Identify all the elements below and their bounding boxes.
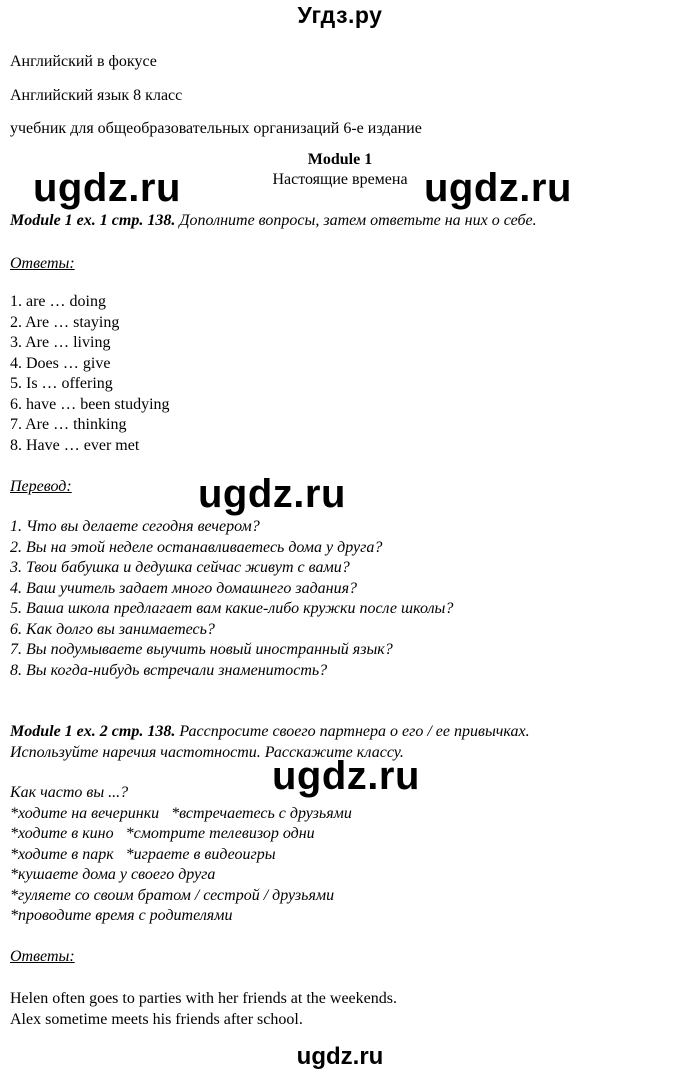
list-item: 4. Ваш учитель задает много домашнего задания? — [10, 579, 358, 597]
ex2-answers-label: Ответы: — [10, 948, 75, 965]
footer-watermark: ugdz.ru — [296, 1043, 384, 1070]
ex1-task: Дополните вопросы, затем ответьте на них о себе. — [179, 212, 537, 229]
list-item: 7. Are … thinking — [10, 416, 127, 433]
list-item: *ходите на вечеринки *встречаетесь с друзьями — [10, 804, 352, 822]
ex2-task-line2: Используйте наречия частотности. Расскажите классу. — [10, 744, 404, 761]
watermark-1: ugdz.ru — [33, 166, 181, 210]
site-title: Угдз.ру — [297, 2, 383, 28]
list-item: 2. Вы на этой неделе останавливаетесь дома у друга? — [10, 538, 383, 556]
ex2-heading — [10, 722, 530, 741]
ex1-answers-list — [10, 292, 170, 456]
list-item: 3. Are … living — [10, 334, 111, 351]
list-item: *ходите в кино *смотрите телевизор одни — [10, 825, 315, 842]
list-item: 8. Have … ever met — [10, 436, 140, 454]
book-subject: Английский язык 8 класс — [10, 87, 183, 104]
list-item: 4. Does … give — [10, 354, 111, 372]
list-item: 6. have … been studying — [10, 395, 170, 413]
list-item: 8. Вы когда-нибудь встречали знаменитость? — [10, 661, 328, 679]
ex2-task-line1: Расспросите своего партнера о его / ее привычках. — [179, 723, 530, 740]
ex1-heading — [10, 211, 537, 230]
list-item: 7. Вы подумываете выучить новый иностранный язык? — [10, 641, 393, 658]
ex1-ref: Module 1 ex. 1 стр. 138. — [10, 212, 176, 229]
watermark-4: ugdz.ru — [272, 754, 420, 798]
ex2-prompts-list — [10, 783, 352, 927]
list-item: Alex sometime meets his friends after school. — [10, 1011, 303, 1028]
list-item: *кушаете дома у своего друга — [10, 866, 216, 883]
list-item: 5. Is … offering — [10, 375, 113, 392]
ex1-answers-label: Ответы: — [10, 255, 75, 272]
ex2-question: Как часто вы ...? — [10, 784, 129, 801]
list-item: 3. Твои бабушка и дедушка сейчас живут с вами? — [10, 559, 350, 576]
book-series: Английский в фокусе — [10, 53, 157, 70]
module-subtitle: Настоящие времена — [272, 171, 408, 188]
watermark-3: ugdz.ru — [198, 472, 346, 516]
ex2-answers-list — [10, 988, 397, 1030]
list-item: 5. Ваша школа предлагает вам какие-либо кружки после школы? — [10, 600, 454, 617]
list-item: *гуляете со своим братом / сестрой / друзьями — [10, 886, 335, 904]
ex1-translation-label: Перевод: — [10, 478, 72, 495]
ex2-ref: Module 1 ex. 2 стр. 138. — [10, 723, 176, 740]
list-item: *ходите в парк *играете в видеоигры — [10, 845, 276, 863]
list-item: 1. Что вы делаете сегодня вечером? — [10, 518, 260, 535]
ex1-translation-list — [10, 517, 453, 681]
book-description: учебник для общеобразовательных организаций 6-е издание — [10, 120, 422, 137]
watermark-2: ugdz.ru — [424, 166, 572, 210]
list-item: 1. are … doing — [10, 293, 106, 310]
list-item: *проводите время с родителями — [10, 907, 233, 924]
module-title: Module 1 — [307, 151, 373, 168]
list-item: 6. Как долго вы занимаетесь? — [10, 620, 215, 638]
list-item: 2. Are … staying — [10, 313, 120, 331]
list-item: Helen often goes to parties with her friends at the weekends. — [10, 990, 397, 1007]
